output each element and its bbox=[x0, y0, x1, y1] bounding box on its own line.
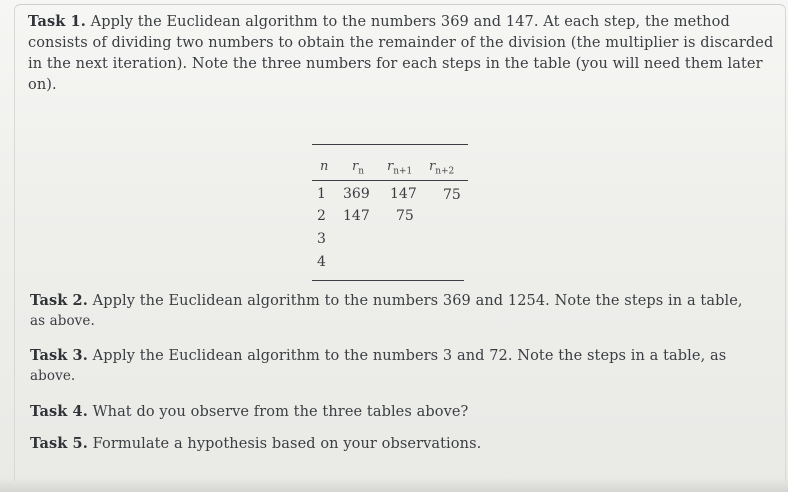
task-5-label: Task 5. bbox=[30, 435, 88, 452]
row-2-n: 2 bbox=[317, 208, 326, 224]
header-rn2 bbox=[429, 159, 454, 177]
header-rn1-sub: n+1 bbox=[393, 166, 413, 177]
task-3-line-2: above. bbox=[30, 368, 76, 384]
task-1-text-1: Apply the Euclidean algorithm to the numbers 369 and 147. At each step, the method bbox=[90, 14, 730, 30]
row-2-rn: 147 bbox=[343, 208, 370, 224]
task-1-line-2: consists of dividing two numbers to obtain the remainder of the division (the multiplier is discarded bbox=[28, 35, 774, 51]
row-3-n: 3 bbox=[317, 231, 326, 247]
task-1-paragraph bbox=[28, 11, 773, 96]
task-2-text-1: Apply the Euclidean algorithm to the numbers 369 and 1254. Note the steps in a table, bbox=[92, 293, 743, 309]
row-1-rn1: 147 bbox=[390, 186, 417, 202]
page-bottom-shadow bbox=[0, 478, 788, 492]
task-1-line-4: on). bbox=[28, 77, 57, 93]
task-5-paragraph bbox=[30, 433, 760, 455]
header-rn2-sub: n+2 bbox=[435, 166, 455, 177]
row-2-rn1: 75 bbox=[396, 208, 414, 224]
row-1-n: 1 bbox=[317, 186, 326, 202]
header-rn2-base: r bbox=[429, 159, 436, 174]
task-2-line-1 bbox=[30, 290, 760, 312]
task-1-label: Task 1. bbox=[28, 13, 86, 30]
task-1-line-1 bbox=[28, 11, 773, 33]
task-3-line-1 bbox=[30, 345, 760, 367]
row-1-rn: 369 bbox=[343, 186, 370, 202]
row-4-n: 4 bbox=[317, 254, 326, 270]
row-1-rn2: 75 bbox=[443, 187, 461, 203]
header-rn1-base: r bbox=[387, 159, 394, 174]
table-header-rule bbox=[312, 180, 468, 181]
table-bottom-rule bbox=[312, 280, 464, 281]
task-5-text: Formulate a hypothesis based on your observations. bbox=[92, 436, 482, 452]
task-5-line-1 bbox=[30, 433, 760, 455]
task-4-text: What do you observe from the three tables above? bbox=[92, 404, 469, 420]
table-top-rule bbox=[312, 144, 468, 145]
task-3-label: Task 3. bbox=[30, 347, 88, 364]
task-2-line-2: as above. bbox=[30, 313, 95, 329]
task-2-label: Task 2. bbox=[30, 292, 88, 309]
task-3-text-1: Apply the Euclidean algorithm to the numbers 3 and 72. Note the steps in a table, as bbox=[92, 348, 727, 364]
task-1-line-3: in the next iteration). Note the three numbers for each steps in the table (you will need them later bbox=[28, 56, 763, 72]
header-rn bbox=[352, 159, 364, 177]
task-4-line-1 bbox=[30, 401, 760, 423]
task-4-paragraph bbox=[30, 401, 760, 423]
header-rn-sub: n bbox=[358, 166, 365, 177]
euclid-steps-table bbox=[312, 144, 467, 284]
header-rn-base: r bbox=[352, 159, 359, 174]
task-2-paragraph bbox=[30, 290, 760, 330]
task-4-label: Task 4. bbox=[30, 403, 88, 420]
header-n: n bbox=[320, 159, 329, 174]
header-rn1 bbox=[387, 159, 412, 177]
task-3-paragraph bbox=[30, 345, 760, 385]
